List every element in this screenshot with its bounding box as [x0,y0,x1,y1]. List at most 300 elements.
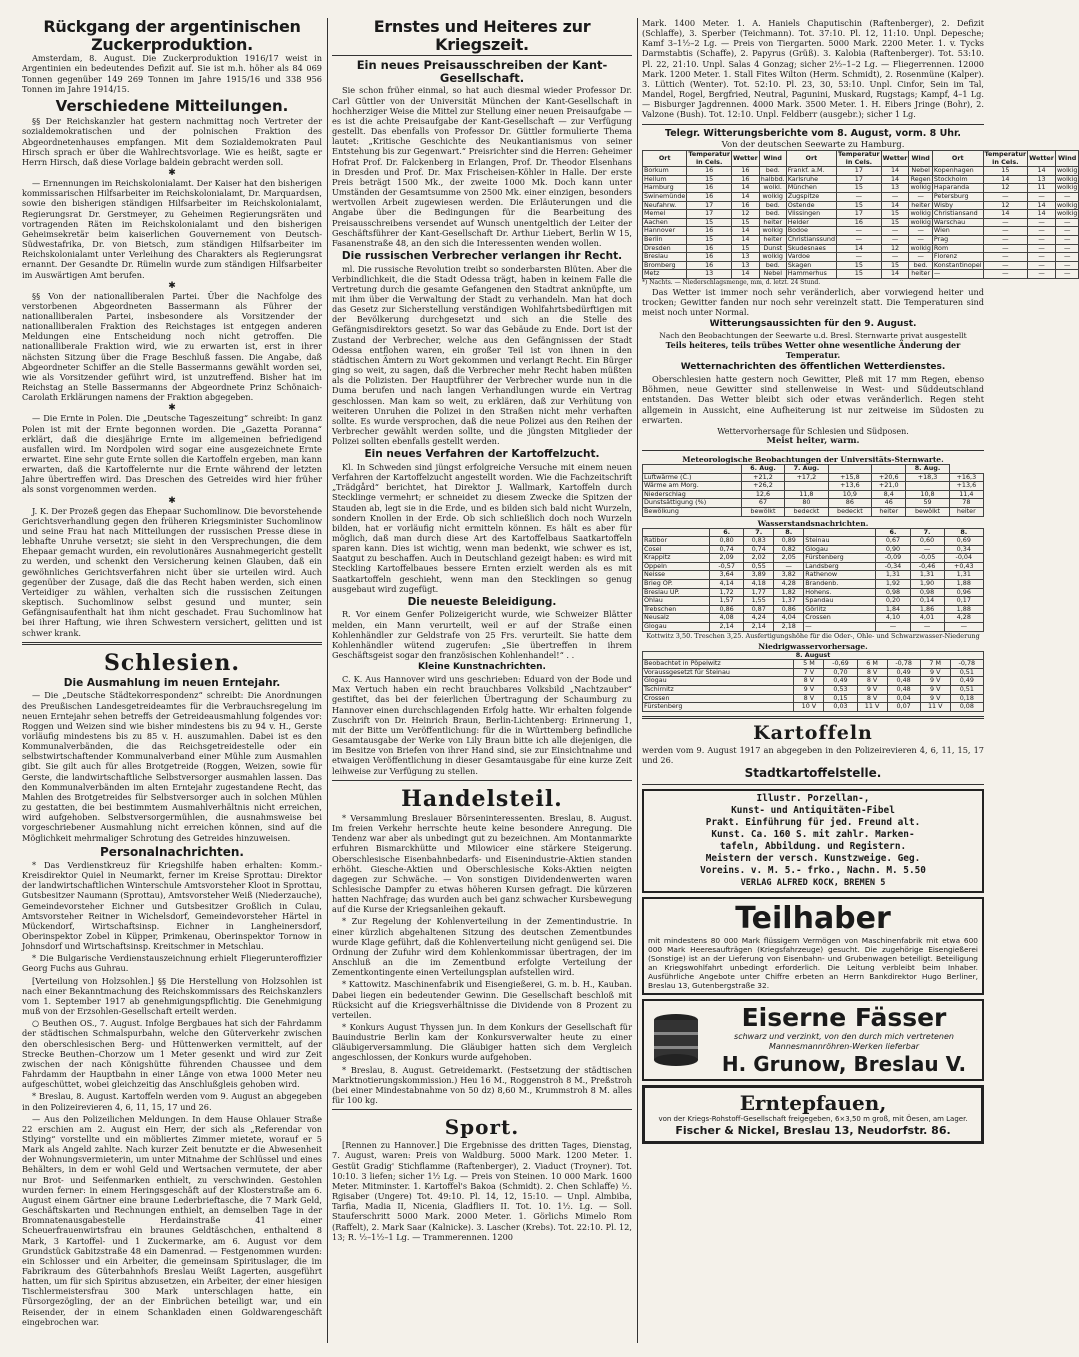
ad-porcelain-fibel[interactable] [642,789,984,893]
article-headline: Die neueste Beleidigung. [407,595,557,608]
section-divider [642,450,984,451]
table-cell: 67 [741,499,784,508]
table-cell: 16 [837,218,882,227]
table-cell: — [983,235,1028,244]
table-cell: Rathenow [804,571,876,580]
table-cell: -0,78 [887,660,920,669]
table-cell: Warschau [932,218,983,227]
section-headline: Ernstes und Heiteres zur Kriegszeit. [332,18,632,56]
ad-line: tafeln, Abbildung. und Registern. [719,841,907,853]
table-cell: — [910,545,944,554]
table-cell: Memel [643,210,687,219]
table-cell: 9 V [920,677,950,686]
observations-title: Meteorologische Beobachtungen der Universitäts-Sternwarte. [682,454,944,464]
table-cell: — [910,623,944,632]
table-row [643,235,1079,244]
table-cell: wolkig [910,209,931,218]
table-cell: 2,02 [744,554,774,563]
article-headline: Die russischen Verbrecher verlangen ihr Recht. [341,249,623,262]
table-cell: 1,37 [774,597,804,606]
table-cell: +0,43 [944,562,983,571]
table-cell: 8 V [794,677,824,686]
table-cell: — [1028,227,1056,236]
article-text: [Rennen zu Hannover.] Die Ergebnisse des dritten Tages, Dienstag, 7. August, waren: Preis von Waldburg. 5000 Mark. 1200 Meter. 1. Gestüt Gradig' Stichflamme (Raftenberger), 2. Viaduct (Troyner). Tot. 10:10. 3 liefen; sicher 1½ Lg. — Preis von Steinen. 10 000 Mark. 1600 Meter. Mitminster. 1. Kartoffel's Bakoa (Schmidt). 2. Chen Schlaffe) ½. Rgisaber (Ungere) Tot. 49:10. Pl. 14, 12, 15:10. — Unpl. Almbiba, Tarfia, Madia II, Nicenia, Gladfliers II. Tot. 10. 1½. Lg. — Soll. Stauferschritt 5000 Mark. 2000 Meter. 1. Görlichs Mimelo Rom (Raffelt), 2. Mark Saar (Kalnicke). 3. Lascher (Krebs). Tot. 22:10. Pl. 12, 13; R. ½–1½–1 Lg. — Trammerennen. 1200 [332,1140,632,1242]
table-cell: — [1028,244,1056,253]
table-cell: 15 [881,210,909,219]
table-cell: Neufahrw. [643,201,687,210]
forecast2-text: Meist heiter, warm. [766,435,860,446]
table-cell: Karlsruhe [786,175,836,184]
article-text: Kl. In Schweden sind jüngst erfolgreiche Versuche mit einem neuen Verfahren der Kartoffelzucht angestellt worden. Wie die Fachzeitschrift „Trädgård“ berichtet, hat Direktor J. Wallmark, Kartoffeln durch Stecklinge vermehrt; er schneidet zu diesem Zwecke die Spitzen der Stauden ab, legt sie in die Erde, und es bilden sich bald nicht Wurzeln, sondern Knollen in der Erde. Ob sich schließlich doch noch Wurzeln bilden, hat er vorläufig nicht ermitteln können. Es hält es aber für möglich, daß man durch diese Art des Kartoffelbaus Saatkartoffeln sparen kann. Dies ist wichtig, wenn man bedenkt, wie schwer es ist, Saatgut zu beschaffen. Auch in Deutschland gezeigt haben: es wird mit Steckling Kartoffelbaues bessere Ernten erzielt werden als es mit Saatkartoffeln geschieht, wenn man den Stecklingen so genug ausgebaut wird zugefügt. [332,461,632,594]
table-cell: 80 [785,499,828,508]
table-cell: Landsberg [804,562,876,571]
table-cell: 0,70 [824,668,857,677]
table-row [643,703,984,712]
ad-teilhaber-title: Teilhaber [735,901,891,937]
table-cell: 11 V [920,703,950,712]
table-cell: 17 [837,167,882,176]
table-cell: 12 [732,210,760,219]
section-divider [642,124,984,125]
table-cell: 0,98 [876,588,910,597]
table-cell: bed. [759,167,786,176]
weather-note: *) Nachts. — Niederschlagsmenge, mm, d. letzt. 24 Stund. [642,278,821,286]
table-cell: — [837,227,882,236]
table-cell: 8 V [794,694,824,703]
article-headline: Personalnachrichten. [100,844,244,859]
article-text: [Verteilung von Holzsohlen.] §§ Die Herstellung von Holzsohlen ist nach einer Bekanntmachung des Reichskommissars des Reichskanzlers vom 1. September 1917 ab genehmigungspflichtig. Die Genehmigung muß von der Erzsohlen-Gesellschaft erteilt werden. [22,975,322,1017]
table-cell: — [1055,261,1078,270]
weather-header: Temperatur in Cels. [688,150,730,166]
table-cell: 2,14 [710,623,744,632]
table-cell: Wärme am Morg. [643,482,742,491]
table-cell: 0,96 [944,588,983,597]
article-text: * Die Bulgarische Verdienstauszeichnung erhielt Fliegerunteroffizier Georg Fuchs aus Guhrau. [22,953,322,974]
table-cell: 1,31 [876,571,910,580]
table-cell: — [983,253,1028,262]
weather-header: Temperatur in Cels. [838,150,880,166]
observations-header: 7. Aug. [785,464,828,473]
table-cell: wolkig [1056,183,1078,192]
table-cell: — [881,227,909,236]
table-cell: 10,9 [828,490,871,499]
ad-erntepfauen[interactable] [642,1085,984,1144]
article-text: * Konkurs August Thyssen jun. In dem Konkurs der Gesellschaft für Bauindustrie Berlin kam der Konkursverwalter heute zu einer Gläubigerversammlung. Die Gläubiger hatten sich dem Vergleich angeschlossen, der Konkurs wurde aufgehoben. [332,1022,632,1063]
divider-star: ✱ [168,403,176,414]
table-cell: 11 [1028,184,1056,193]
weather-header: Ort [786,151,836,167]
article-text: * Breslau, 8. August. Kartoffeln werden vom 9. August an abgegeben in den Polizeirevieren 4, 6, 11, 15, 17 und 26. [22,1091,322,1112]
table-cell: 0,98 [910,588,944,597]
table-cell: 5 M [794,660,824,669]
table-cell: Christiansand [932,210,983,219]
table-cell: bed. [759,201,786,210]
service-title: Wetternachrichten des öffentlichen Wetterdienstes. [680,362,946,373]
table-cell: halbbd. [760,174,785,183]
table-cell: — [1028,253,1056,262]
article-text: Mark. 1400 Meter. 1. A. Haniels Chaputischin (Raftenberger), 2. Defizit (Schlaffe), 3. Sperber (Teichmann). Tot. 37:10. Pl. 12, 11:10. Unpl. Depesche; Kamf 3–1½–2 Lg. — Preis von Tiergarten. 5000 Mark. 2200 Meter. 1. v. Tycks Darmstabtis (Schaffe), 2. Papyrus (Grüß). 3. Kalobia (Raftenberger). Tot. 53:10. Pl. 22, 21:10. Unpl. Salas 4 Gonzag; sicher 2½–1–2 Lg. — Fliegerrennen. 12000 Mark. 1200 Meter. 1. Stall Fites Wilton (Herm. Schmidt), 2. Rosenmüne (Kalper). 3. Lüttich (Wenter). Tot. 52:10. Pl. 23, 30, 53:10. Unpl. Cinfor, Sein im Tal, Mandel, Rogel, Bergfried, Neutral, Pagunini, Muskard, Rugstags; Kampf, 4–1 Lg. — Bisburger Jagdrennen. 4000 Mark. 3500 Meter. 1. H. Eibers Jringe (Bohr), 2. Valzone (Bush). Tot. 12:10. Unpl. Feldberr (ausgebr.); sicher 1 Lg. [642,18,984,120]
table-cell: 78 [949,499,983,508]
table-cell: 12 [881,244,909,253]
table-cell: — [1028,235,1056,244]
table-cell: 2,05 [774,554,804,563]
table-cell: 4,28 [774,580,804,589]
article-text: J. K. Der Prozeß gegen das Ehepaar Suchomlinow. Die bevorstehende Gerichtsverhandlung gegen den früheren Kriegsminister Suchomlinow und seine Frau hat nach Mitteilungen der russischen Presse diese in lebhafte Unruhe versetzt; sie sieht in den Versprechungen, die dem Ehepaar gemacht wurden, ein revolutionäres Ausnahmegericht gestellt zu werden, und schenkt den Versicherung keinen Glauben, daß ein gewöhnliches Gerichtsverfahren nicht über sie urteilen wird. Auch gegenüber der Zusage, daß die das Recht haben werden, sich einen Verteidiger zu wählen, verhalten sich die russischen Zeitungen skeptisch. Suchomlinow selbst gesund und munter, sein Gefängnisaufenthalt hat ihm nicht geschadet. Frau Suchomlinow hat bei ihrer Haftung, wie ihren Schwestern versichert, gelitten und ist schwer krank. [22,505,322,638]
table-cell: 12 [983,184,1028,193]
table-cell: Helder [786,218,836,227]
table-cell: 16 [687,184,732,193]
table-cell: 17 [687,210,732,219]
table-cell: Crossen [804,614,876,623]
table-row [643,210,1079,219]
table-cell: wolkig [1056,200,1078,209]
table-cell: 15 [837,270,882,279]
ad-eiserne-faesser[interactable] [642,999,984,1081]
table-cell: 14 [732,227,760,236]
table-cell: Skagen [786,261,836,270]
table-cell: 14 [881,270,909,279]
table-cell: 1,88 [944,605,983,614]
table-cell: Nebel [759,270,786,279]
table-cell: 1,90 [910,580,944,589]
table-cell: 15 [983,167,1028,176]
table-cell: -0,69 [824,660,857,669]
table-cell: 14 [732,192,760,201]
table-cell: Frankf. a.M. [786,167,836,176]
table-cell: Ostende [786,201,836,210]
table-cell: 16 [732,201,760,210]
ad-erntepfauen-company: Fischer & Nickel, Breslau 13, Neudorfstr. 86. [675,1124,951,1138]
weather-table [642,150,1079,279]
weather-text: Das Wetter ist immer noch sehr veränderlich, aber vorwiegend heiter und trocken; Gewitter fanden nur noch sehr vereinzelt statt. Die Temperaturen sind meist noch unter Normal. [642,286,984,318]
table-cell: Wisby [932,201,983,210]
table-cell: — [1055,253,1078,262]
table-row [643,623,984,632]
table-cell: Zugspitze [786,192,836,201]
table-cell: wolkig [910,183,931,192]
table-cell: bewölkt [906,507,949,516]
table-cell: Dunst [759,244,786,253]
table-cell: 12 [983,201,1028,210]
table-cell: 16 [732,175,760,184]
table-cell: 0,90 [876,545,910,554]
table-cell: 0,17 [944,597,983,606]
table-cell: 9 V [920,694,950,703]
table-cell: 86 [828,499,871,508]
table-cell: Neisse [643,571,710,580]
table-row [643,253,1079,262]
table-cell: 15 [837,184,882,193]
table-cell: 0,51 [950,668,983,677]
table-cell: Glogau [643,677,794,686]
divider-star: ✱ [168,168,176,179]
table-cell: -0,46 [910,562,944,571]
table-cell: — [1055,244,1078,253]
table-cell: Glogau [643,623,710,632]
observations-header [828,464,871,473]
table-cell: -0,05 [910,554,944,563]
water-header: 8. [944,528,983,537]
table-cell: 10,8 [906,490,949,499]
table-cell: wolkig [1056,166,1078,175]
table-cell: — [1028,192,1056,201]
table-row [643,507,984,516]
table-cell: wolkig [759,253,786,262]
table-cell [906,482,949,491]
table-cell: 8 V [857,677,887,686]
table-row [643,614,984,623]
table-cell: 2,18 [774,623,804,632]
table-cell: 14 [732,270,760,279]
table-cell: Bromberg [643,261,687,270]
table-cell: 0,74 [710,545,744,554]
table-cell: — [1028,270,1056,279]
table-cell: heiter [759,218,786,227]
table-cell: Breslau UP. [643,588,710,597]
table-cell: Hohens. [804,588,876,597]
observations-table [642,464,984,517]
table-cell: -0,78 [950,660,983,669]
table-cell: — [983,227,1028,236]
table-cell: 1,57 [710,597,744,606]
observations-header [643,464,742,473]
table-cell: 4,14 [710,580,744,589]
table-cell: — [983,218,1028,227]
table-cell: 1,77 [744,588,774,597]
ad-faesser-title: Eiserne Fässer [741,1003,947,1033]
table-cell: Glogau [804,545,876,554]
low-water-header: 8. August [643,651,984,660]
table-cell: — [881,235,909,244]
table-cell: bed. [759,210,786,219]
table-cell: 13 [1028,175,1056,184]
table-cell: 4,01 [910,614,944,623]
table-cell: +13,6 [828,482,871,491]
notice-headline: Kartoffeln [753,721,873,744]
table-cell: wolkig [759,192,786,201]
table-cell: — [837,235,882,244]
forecast-text: Teils heiteres, teils trübes Wetter ohne wesentliche Änderung der Temperatur. [665,340,961,361]
table-cell: +17,2 [785,473,828,482]
table-cell: Bodoe [786,227,836,236]
table-cell: 13 [732,261,760,270]
table-cell: bedeckt [785,507,828,516]
table-cell: 12,6 [741,490,784,499]
table-cell: Dunstsättigung (%) [643,499,742,508]
table-cell: Crossen [643,694,794,703]
table-cell: Stockholm [932,175,983,184]
table-cell: München [786,184,836,193]
table-cell: Hannover [643,227,687,236]
table-cell: 14 [1028,201,1056,210]
table-cell: Voraussgesetzt für Steinau [643,668,794,677]
table-cell: — [1028,261,1056,270]
table-cell: 14 [732,184,760,193]
table-cell: 14 [983,175,1028,184]
observations-header [872,464,906,473]
table-cell: 46 [872,499,906,508]
observations-header: 8. Aug. [906,464,949,473]
table-row [643,686,984,695]
table-cell: 4,18 [744,580,774,589]
table-cell: 13 [687,270,732,279]
divider-star: ✱ [168,495,176,506]
ad-line: Illustr. Porzellan-, [756,793,870,805]
table-cell: 9 V [920,668,950,677]
ad-faesser-company: H. Grunow, Breslau V. [721,1052,967,1077]
table-cell: Wien [932,227,983,236]
table-cell: — [804,623,876,632]
weather-header: Ort [932,151,983,167]
table-cell: 1,31 [944,571,983,580]
table-cell: Breslau [643,253,687,262]
table-cell: Krappitz [643,554,710,563]
article-text: * Versammlung Breslauer Börseninteressenten. Breslau, 8. August. Im freien Verkehr herrschte heute keine besondere Anregung. Die Tendenz war aber als unbedingt gut zu bezeichnen. Am Montanmarkte erfuhren Bismarckhütte und Milowicer eine stärkere Steigerung. Oberschlesische Eisenbahnbedarfs- und Eisenindustrie-Aktien standen erhöht. Giesche-Aktien und Oberschlesische Koks-Aktien neigten dagegen zur Schwäche. — Von sonstigen Dividendenwerten waren Schlesische Dampfer zu etwas höheren Kursen gefragt. Die kürzeren hatten Nachfrage; das wurden auch bei ganz schwacher Kursbewegung auf die Kurse der Kriegsanleihen gekauft. [332,812,632,915]
table-cell: Bewölkung [643,507,742,516]
article-headline: Ein neues Preisausschreiben der Kant-Gesellschaft. [356,58,608,85]
table-cell: heiter [759,235,786,244]
forecast2-title: Wettervorhersage für Schlesien und Südposen. [717,426,909,436]
table-cell: Ratibor [643,537,710,546]
table-cell: Prag [932,235,983,244]
section-divider [642,716,984,719]
table-cell: 1,86 [910,605,944,614]
table-cell: Brieg OP. [643,580,710,589]
weather-title: Telegr. Witterungsberichte vom 8. August, vorm. 8 Uhr. [664,127,961,139]
table-cell: — [909,192,932,201]
article-text: §§ Von der nationalliberalen Partei. Über die Nachfolge des verstorbenen Abgeordneten Bassermann als Führer der nationalliberalen Partei, insbesondere als Vorsitzender der nationalliberalen Fraktion des Reichstages ist entgegen anderen Meldungen eine Entscheidung noch nicht getroffen. Die nationalliberale Fraktion wird, wie zu erwarten ist, erst in ihrer nächsten Sitzung über die Frage Beschluß fassen. Die Angabe, daß Abgeordneter Schiffer an die Stelle Bassermanns gewählt worden sei, wie als Vorsitzender geführt wird, ist unzutreffend. Bisher hat im Reichstag an Stelle Bassermanns der Abgeordnete Prinz Schönaich-Carolath Erklärungen namens der Fraktion abgegeben. [22,290,322,403]
table-cell: 16 [687,167,732,176]
ad-erntepfauen-text: von der Kriegs-Rohstoff-Gesellschaft freigegeben, 6×3,50 m groß, mit Öesen, am Lager. [658,1115,968,1124]
table-cell: 15 [837,201,882,210]
table-cell: 4,04 [774,614,804,623]
table-cell: 0,83 [744,537,774,546]
notice-text: werden vom 9. August 1917 an abgegeben in den Polizeirevieren 4, 6, 11, 15, 17 und 26. [642,744,984,765]
table-cell: heiter [872,507,906,516]
weather-header: Wetter [732,151,760,167]
column-rule [327,18,328,1343]
table-cell: +15,8 [828,473,871,482]
table-cell: Swinemünde [644,191,686,200]
table-cell: Metz [643,270,687,279]
table-cell: Regen [910,174,931,183]
table-cell: Nebel [909,167,932,176]
table-cell: — [837,253,882,262]
table-cell: +20,6 [872,473,906,482]
table-cell: -0,04 [944,554,983,563]
table-cell: +16,3 [949,473,983,482]
table-cell: 11 V [857,703,887,712]
table-cell: 0,15 [824,694,857,703]
table-cell: 14 [732,235,760,244]
table-cell: — [932,270,983,279]
table-cell: 0,14 [910,597,944,606]
table-cell: 9 V [857,686,887,695]
table-cell: Görlitz [804,605,876,614]
column-3 [642,18,1078,1343]
table-cell: Steinau [804,537,876,546]
article-text: * Breslau, 8. August. Getreidemarkt. (Festsetzung der städtischen Marktnotierungskommission.) Heu 16 M., Roggenstroh 8 M., Preßstroh (bei einer Mindestabnahme von 50 dz) 8,60 M., Krummstroh 8 M. alles für 100 kg. [332,1064,632,1106]
ad-line: Voreins. v. M. 5.- frko., Nachn. M. 5.50 [700,865,926,877]
table-cell: 2,09 [710,554,744,563]
ad-teilhaber[interactable] [642,897,984,995]
article-text: — Die „Deutsche Städtekorrespondenz“ schreibt: Die Anordnungen des Preußischen Landesgetreideamtes für die Verbrauchsregelung im neuen Erntejahr sehen betreffs der Getreideausmahlung folgendes vor: Roggen und Weizen sind wie bisher mindestens bis zu 94 v. H., Gerste vorläufig mindestens bis zu 85 v. H. auszumahlen. Dabei ist es den Kommunalverbänden, die das Reichsgetreidestelle oder ein selbstwirtschaftender Kommunalverband einer Mühle zum Ausmahlen gibt. Sie gilt auch für alles Brotgetreide (Roggen, Weizen, sowie für Gerste, die landwirtschaftliche Selbstversorger ausmahlen lassen. Das den Kommunalverbänden im alten Erntejahr zugestandene Recht, das Mahlen des Brotgetreides für Selbstversorger auch in solchen Mühlen zu gestatten, die bei bestimmtem Ausmahlverhältnis nicht erreichen, wird aufgehoben. Selbstversorgermühlen, die ausnahmsweise bei vorgeschriebener Ausmahlung nicht erreichen können, sind auf die Möglichkeit mehrmaliger Schrotung des Getreides hinzuweisen. [22,690,322,843]
table-cell: Hellum [643,175,687,184]
table-cell: — [881,192,909,201]
table-cell: 14 [837,244,882,253]
table-cell: bed. [909,261,932,270]
article-text: R. Vor einem Genfer Polizeigericht wurde, wie Schweizer Blätter melden, ein Mann verurteilt, weil er auf der Straße einen Kohlenhändler zur Geldstrafe von 25 Frs. verurteilt. Sie hatte dem Kohlenhändler wütend zugerufen: „Sie übertreffen in ihrem Geschäftsgeist sogar den französischen Kohlenhandel!“ . . [332,609,632,661]
table-cell: — [909,235,932,244]
water-title: Wasserstandsnachrichten. [757,518,869,528]
table-cell: 14 [881,175,909,184]
section-divider [642,784,984,785]
table-cell: 9 V [794,686,824,695]
table-cell: bewölkt [741,507,784,516]
table-cell: — [774,562,804,571]
table-cell: Fürstenberg [643,703,794,712]
table-cell: 4,28 [944,614,983,623]
table-cell: 0,74 [744,545,774,554]
table-cell: 17 [837,175,882,184]
table-cell: 1,55 [744,597,774,606]
table-cell: Niederschlag [643,490,742,499]
table-cell: — [1055,227,1078,236]
table-cell: heiter [909,201,932,210]
table-cell: wolkl. [759,184,786,193]
table-cell: — [909,253,932,262]
table-cell: 14 [1028,167,1056,176]
table-cell: 0,20 [876,597,910,606]
table-cell: Ohlau [643,597,710,606]
table-cell: 6 M [857,660,887,669]
ad-line: Meistern der versch. Kunstzweige. Geg. [705,853,921,865]
ad-line: Kunst. Ca. 160 S. mit zahlr. Marken- [711,829,915,841]
section-headline: Verschiedene Mitteilungen. [55,96,289,115]
table-cell: 15 [732,244,760,253]
forecast-source: Nach den Beobachtungen der Seewarte u.d. Bresl. Sternwarte privat ausgestellt [659,331,967,341]
table-cell: 14 [983,210,1028,219]
table-cell: Hammerhus [786,270,836,279]
table-cell: 1,82 [774,588,804,597]
table-cell: 17 [687,201,732,210]
weather-header: Wind [1055,151,1078,167]
table-cell: 0,69 [944,537,983,546]
ad-line: Kunst- und Antiquitäten-Fibel [731,805,895,817]
table-cell: Beobachtet in Pöpelwitz [643,660,794,669]
table-cell: 15 [687,175,732,184]
table-cell: Neusalz [643,614,710,623]
table-cell: Haparanda [932,184,983,193]
table-cell: 4,08 [710,614,744,623]
table-cell: 8 V [857,694,887,703]
table-cell: Kopenhagen [932,167,983,176]
barrel-icon [648,1012,704,1068]
table-cell: 15 [881,261,909,270]
table-cell: 0,53 [824,686,857,695]
table-cell: 17 [837,210,882,219]
table-cell: Vlissingen [786,210,836,219]
table-cell: 15 [687,235,732,244]
table-cell: 0,60 [910,537,944,546]
table-cell: +13,6 [949,482,983,491]
table-cell: Aachen [643,218,687,227]
weather-header: Wind [759,151,786,167]
column-rule [637,18,638,1343]
table-cell: 7 M [920,660,950,669]
water-note: Kottwitz 3,50. Treschen 3,25. Ausfertigungshöhe für die Oder-, Ohle- und Schwarzwasser-Niederung [646,631,980,640]
table-cell: 1,92 [876,580,910,589]
